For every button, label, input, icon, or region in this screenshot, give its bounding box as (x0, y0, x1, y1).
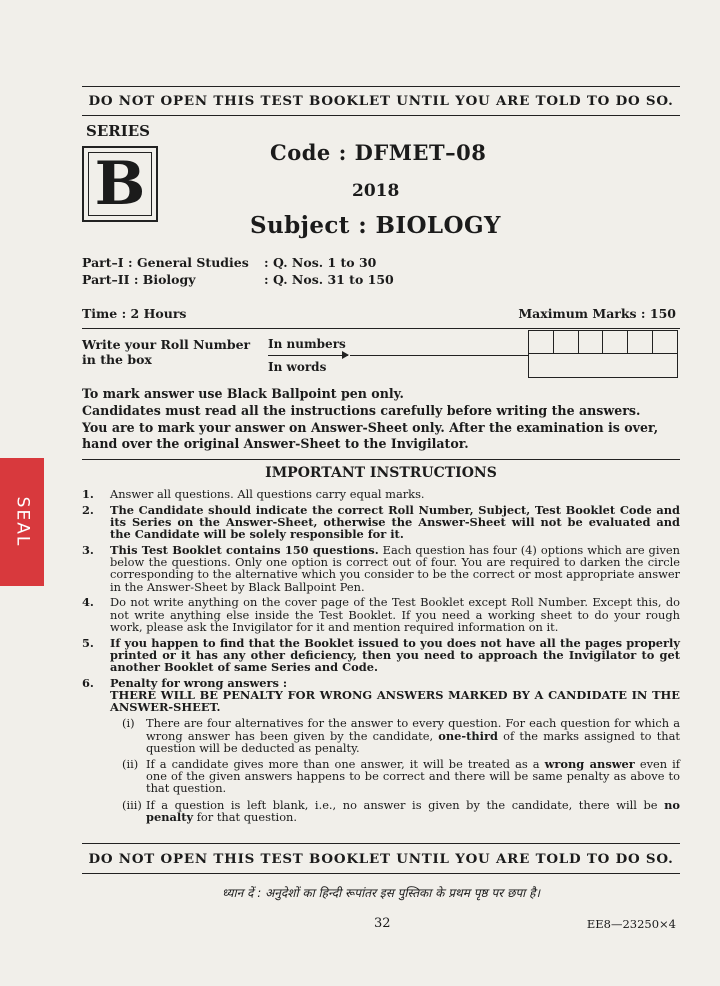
instructions-list (82, 488, 680, 827)
penalty-emphasis: no penalty (146, 797, 680, 824)
penalty-text: of the marks assigned to that question will be deducted as penalty. (146, 728, 680, 755)
part-questions: : Q. Nos. 1 to 30 (264, 255, 377, 270)
in-words-label: In words (268, 360, 327, 374)
roll-digit-box[interactable] (554, 331, 579, 353)
penalty-text: There are four alternatives for the answer to every question. For each question for which a wrong answer has been given by the candidate, (146, 716, 680, 743)
note-pen: To mark answer use Black Ballpoint pen only. (82, 386, 404, 401)
note-answer-sheet: You are to mark your answer on Answer-Sheet only. After the examination is over, hand over the original Answer-Sheet to the Invigilator. (82, 420, 659, 451)
time-allowed: Time : 2 Hours (82, 306, 187, 321)
instruction-item (82, 544, 680, 593)
instruction-item (82, 488, 680, 500)
item-number: 2. (82, 502, 94, 517)
penalty-text: If a question is left blank, i.e., no answer is given by the candidate, there will be (146, 797, 665, 812)
instructions-title: IMPORTANT INSTRUCTIONS (265, 465, 497, 481)
penalty-text: even if one of the given answers happens to be correct and there will be same penalty as above to that question. (146, 757, 681, 796)
booklet-code: Code : DFMET–08 (270, 140, 487, 165)
instruction-text: If you happen to find that the Booklet issued to you does not have all the pages properly printed or it has any other deficiency, then you need to approach the Invigilator to get another Booklet of same Series and Code. (110, 635, 680, 675)
arrow-icon (342, 351, 349, 359)
penalty-subitem (110, 717, 680, 754)
penalty-warning: THERE WILL BE PENALTY FOR WRONG ANSWERS MARKED BY A CANDIDATE IN THE ANSWER-SHEET. (110, 688, 680, 715)
subject-title: Subject : BIOLOGY (250, 212, 501, 239)
instruction-item (82, 504, 680, 541)
subitem-number: (iii) (122, 797, 142, 812)
top-rule (82, 86, 680, 87)
penalty-text: If a candidate gives more than one answer, it will be treated as a (146, 757, 545, 772)
instruction-item (82, 596, 680, 633)
seal-tab (0, 458, 44, 586)
roll-digit-box[interactable] (653, 331, 677, 353)
penalty-emphasis: wrong answer (544, 757, 635, 772)
bottom-warning: DO NOT OPEN THIS TEST BOOKLET UNTIL YOU ARE TOLD TO DO SO. (88, 851, 674, 867)
item-number: 5. (82, 635, 94, 650)
bottom-rule-2 (82, 873, 680, 874)
instruction-bold: This Test Booklet contains 150 questions. (110, 543, 379, 557)
in-numbers-label: In numbers (268, 337, 346, 351)
exam-year: 2018 (352, 181, 400, 201)
hindi-note: ध्यान दें : अनुदेशों का हिन्दी रूपांतर इस पुस्तिका के प्रथम पृष्ठ पर छपा है। (221, 886, 541, 900)
part-questions: : Q. Nos. 31 to 150 (264, 272, 394, 287)
roll-digit-box[interactable] (603, 331, 628, 353)
instruction-item (82, 637, 680, 674)
roll-digit-box[interactable] (579, 331, 604, 353)
penalty-text: for that question. (193, 809, 298, 824)
penalty-subitem (110, 758, 680, 795)
roll-number-boxes[interactable] (528, 330, 678, 354)
subitem-number: (ii) (122, 757, 139, 772)
bottom-rule (82, 843, 680, 844)
print-code: EE8—23250×4 (586, 917, 676, 931)
instruction-text: Do not write anything on the cover page of the Test Booklet except Roll Number. Except this, do not write anything else inside the Test Booklet. If you need a working sheet to do your rough work, please ask the Invigilator for it and mention required information on it. (110, 595, 680, 634)
roll-number-prompt: Write your Roll Number in the box (82, 337, 251, 367)
penalty-subitem (110, 799, 680, 823)
item-number: 6. (82, 675, 94, 690)
roll-words-line[interactable] (350, 355, 528, 356)
penalty-title: Penalty for wrong answers : (110, 675, 288, 690)
seal-label: SEAL (12, 496, 33, 548)
page-number: 32 (374, 916, 391, 931)
top-warning: DO NOT OPEN THIS TEST BOOKLET UNTIL YOU ARE TOLD TO DO SO. (88, 93, 674, 109)
top-rule-2 (82, 115, 680, 116)
instructions-rule (82, 459, 680, 460)
part-label: Part–I : General Studies (82, 255, 249, 270)
instruction-item (82, 677, 680, 823)
roll-digit-box[interactable] (628, 331, 653, 353)
arrow-line (268, 355, 348, 356)
roll-digit-box[interactable] (529, 331, 554, 353)
instruction-text: The Candidate should indicate the correct Roll Number, Subject, Test Booklet Code and its Series on the Answer-Sheet, otherwise the Answer-Sheet will not be evaluated and the Candidate will be solely responsible for it. (110, 502, 680, 542)
instruction-text: Answer all questions. All questions carry equal marks. (110, 487, 425, 501)
subitem-number: (i) (122, 716, 135, 731)
series-box (82, 146, 158, 222)
part-label: Part–II : Biology (82, 272, 196, 287)
instruction-text: Each question has four (4) options which are given below the questions. Only one option is correct out of four. You are required to darken the circle corresponding to the alternative which you consider to be the correct or most appropriate answer in the Answer-Sheet by Black Ballpoint Pen. (110, 543, 680, 594)
penalty-emphasis: one-third (438, 728, 498, 743)
series-label: SERIES (86, 122, 151, 140)
maximum-marks: Maximum Marks : 150 (518, 306, 676, 321)
roll-rule (82, 328, 680, 329)
item-number: 1. (82, 487, 94, 501)
roll-words-box[interactable] (528, 354, 678, 378)
item-number: 3. (82, 543, 94, 557)
series-letter: B (88, 152, 152, 216)
item-number: 4. (82, 595, 94, 610)
note-read-instructions: Candidates must read all the instructions carefully before writing the answers. (82, 403, 641, 418)
